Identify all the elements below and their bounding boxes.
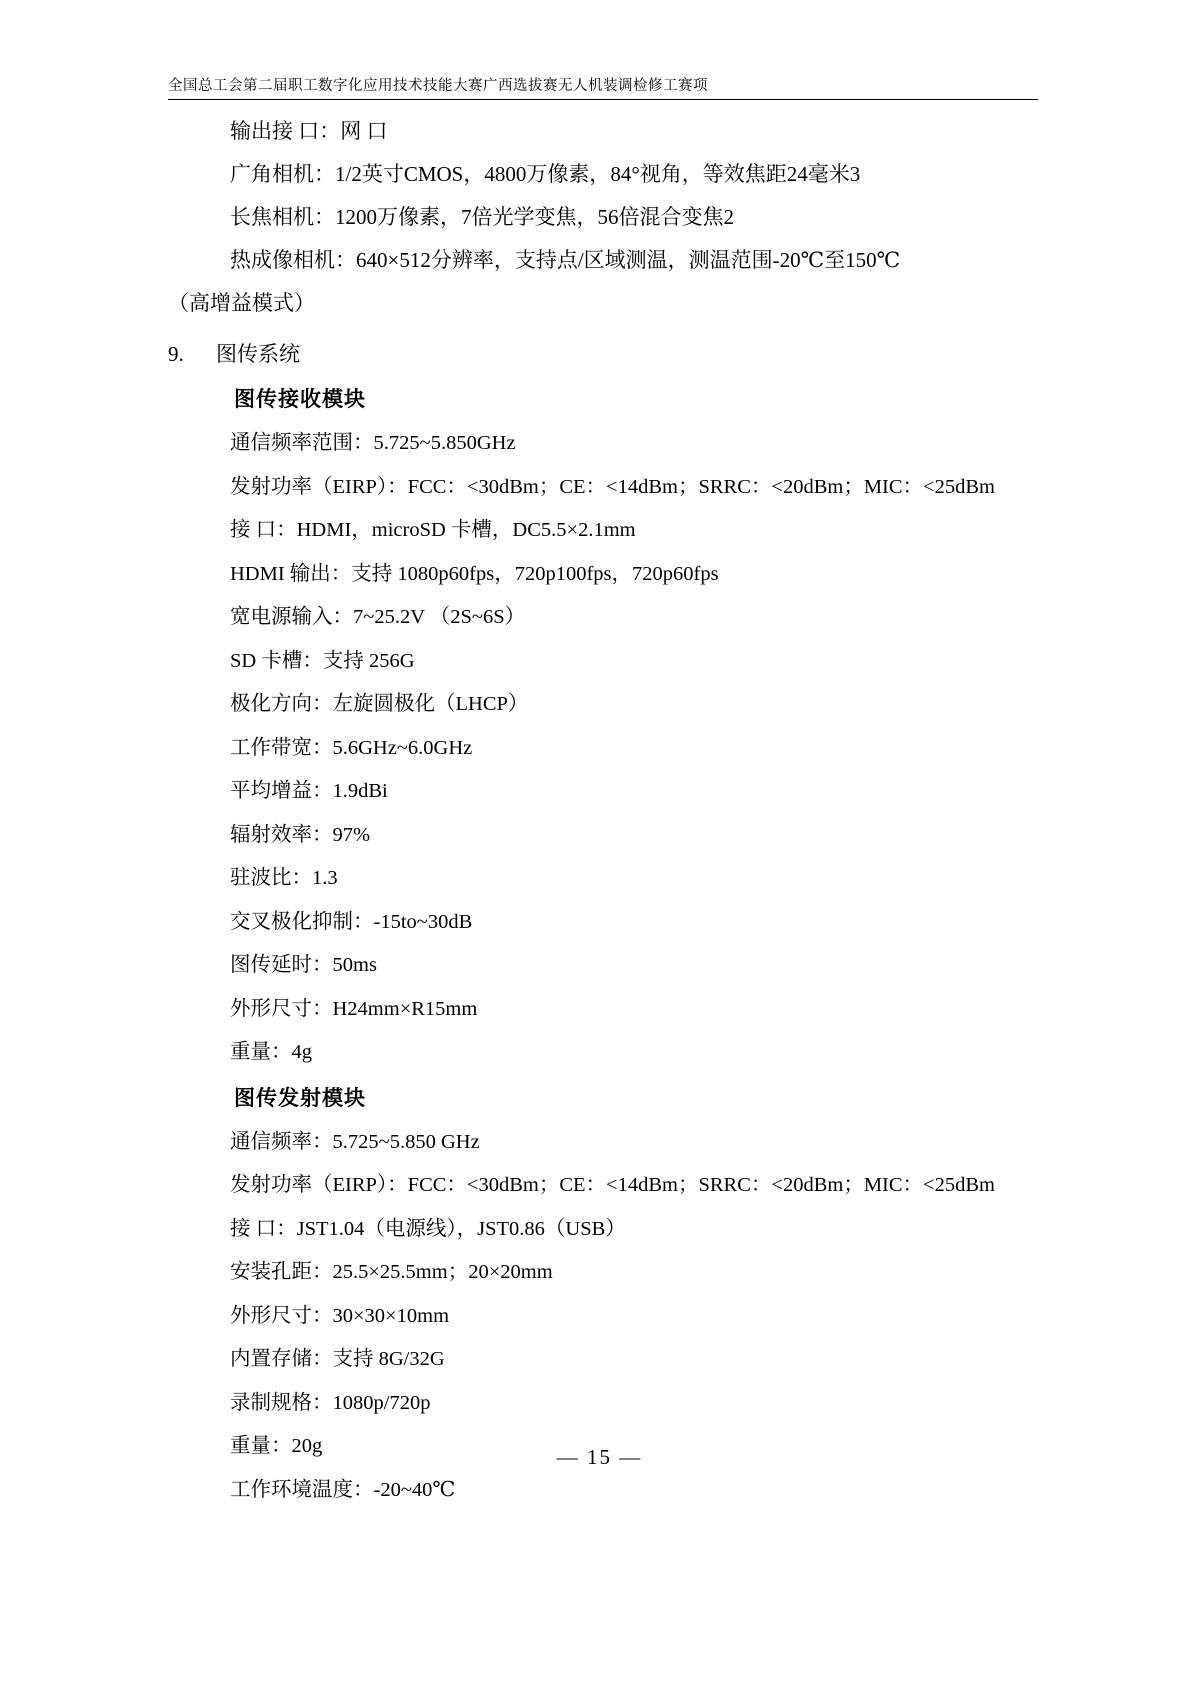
spec-item: 工作带宽：5.6GHz~6.0GHz	[230, 736, 473, 759]
spec-line: 热成像相机：640×512分辨率，支持点/区域测温，测温范围-20℃至150℃	[230, 248, 901, 272]
spec-item: SD 卡槽：支持 256G	[230, 649, 415, 672]
spec-item: 平均增益：1.9dBi	[230, 780, 388, 802]
subsection-title-transmitter: 图传发射模块	[234, 1085, 366, 1110]
spec-item: 重量：4g	[230, 1041, 312, 1063]
spec-item: HDMI 输出：支持 1080p60fps，720p100fps，720p60fps	[230, 562, 719, 585]
subsection-title-receiver: 图传接收模块	[234, 387, 366, 411]
spec-item: 极化方向：左旋圆极化（LHCP）	[230, 693, 529, 715]
spec-item: 通信频率：5.725~5.850 GHz	[230, 1130, 480, 1153]
section-title: 图传系统	[216, 342, 300, 366]
spec-item: 重量：20g	[230, 1435, 323, 1457]
section-heading	[168, 333, 1038, 376]
spec-item: 发射功率（EIRP）：FCC：<30dBm；CE：<14dBm；SRRC：<20dBm；MIC：<25dBm	[230, 1174, 995, 1196]
spec-item: 宽电源输入：7~25.2V （2S~6S）	[230, 606, 526, 628]
spec-item: 接 口：HDMI，microSD 卡槽，DC5.5×2.1mm	[230, 519, 636, 541]
spec-item: 交叉极化抑制：-15to~30dB	[230, 910, 473, 933]
spec-item: 安装孔距：25.5×25.5mm；20×20mm	[230, 1261, 553, 1283]
spec-line: 广角相机：1/2英寸CMOS，4800万像素，84°视角，等效焦距24毫米3	[230, 162, 861, 186]
spec-item: 接 口：JST1.04（电源线），JST0.86（USB）	[230, 1217, 626, 1240]
spec-item: 录制规格：1080p/720p	[230, 1391, 431, 1414]
spec-item: 辐射效率：97%	[230, 823, 371, 846]
spec-item: 内置存储：支持 8G/32G	[230, 1348, 445, 1370]
spec-item: 发射功率（EIRP）：FCC：<30dBm；CE：<14dBm；SRRC：<20dBm；MIC：<25dBm	[230, 475, 995, 498]
spec-line-continuation: （高增益模式）	[168, 291, 315, 315]
spec-line: 长焦相机：1200万像素，7倍光学变焦，56倍混合变焦2	[230, 205, 734, 229]
spec-item: 外形尺寸：30×30×10mm	[230, 1304, 450, 1327]
section-number: 9.	[168, 342, 184, 366]
spec-item: 图传延时：50ms	[230, 954, 377, 976]
spec-item: 外形尺寸：H24mm×R15mm	[230, 997, 478, 1020]
spec-item: 驻波比：1.3	[230, 867, 338, 889]
page-content	[168, 74, 1038, 1512]
running-header: 全国总工会第二届职工数字化应用技术技能大赛广西选拔赛无人机装调检修工赛项	[168, 74, 1038, 100]
page-footer: — 15 —	[556, 1445, 643, 1469]
spec-item: 通信频率范围：5.725~5.850GHz	[230, 432, 516, 454]
spec-line: 输出接 口：网 口	[230, 119, 388, 143]
spec-item: 工作环境温度：-20~40℃	[230, 1478, 456, 1501]
